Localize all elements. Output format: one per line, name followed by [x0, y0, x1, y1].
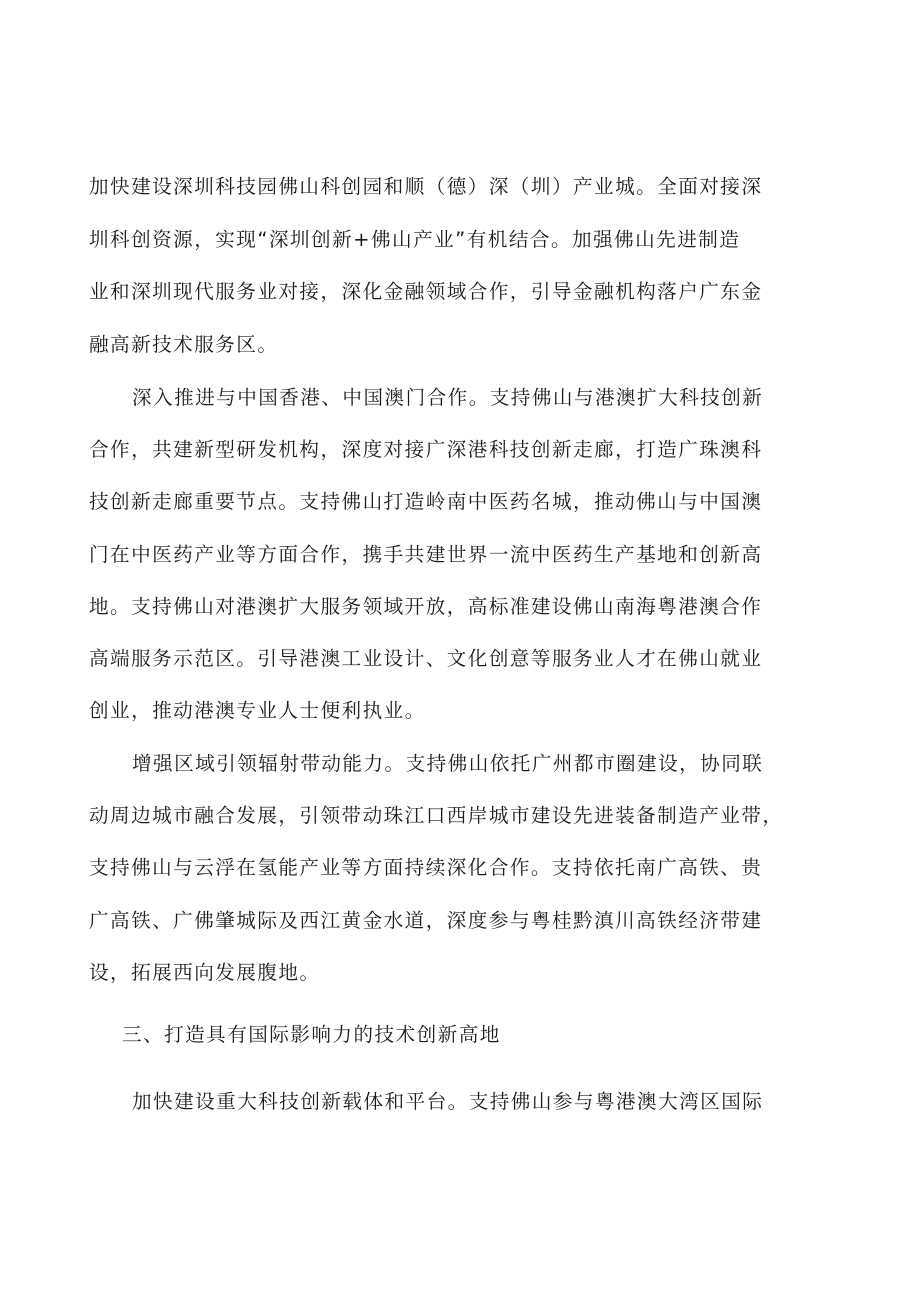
text-line: 广高铁、广佛肇城际及西江黄金水道，深度参与粤桂黔滇川高铁经济带建 — [89, 909, 763, 932]
text-line: 创业，推动港澳专业人士便利执业。 — [89, 699, 426, 722]
text-line: 设，拓展西向发展腹地。 — [89, 961, 321, 984]
text-line: 加快建设重大科技创新载体和平台。支持佛山参与粤港澳大湾区国际 — [132, 1090, 764, 1113]
text-line: 合作，共建新型研发机构，深度对接广深港科技创新走廊，打造广珠澳科 — [89, 438, 763, 461]
text-line: 业和深圳现代服务业对接，深化金融领域合作，引导金融机构落户广东金 — [89, 280, 763, 303]
text-line: 增强区域引领辐射带动能力。支持佛山依托广州都市圈建设，协同联 — [132, 752, 764, 775]
text-line: 门在中医药产业等方面合作，携手共建世界一流中医药生产基地和创新高 — [89, 543, 763, 566]
text-line: 技创新走廊重要节点。支持佛山打造岭南中医药名城，推动佛山与中国澳 — [89, 490, 763, 513]
text-line: 支持佛山与云浮在氢能产业等方面持续深化合作。支持依托南广高铁、贵 — [89, 856, 763, 879]
text-line: 地。支持佛山对港澳扩大服务领域开放，高标准建设佛山南海粤港澳合作 — [89, 595, 763, 618]
section-heading: 三、打造具有国际影响力的技术创新高地 — [122, 1023, 501, 1046]
text-line: 动周边城市融合发展，引领带动珠江口西岸城市建设先进装备制造产业带， — [89, 804, 784, 827]
text-line: 深入推进与中国香港、中国澳门合作。支持佛山与港澳扩大科技创新 — [132, 386, 764, 409]
text-line: 高端服务示范区。引导港澳工业设计、文化创意等服务业人才在佛山就业 — [89, 647, 763, 670]
text-line: 圳科创资源，实现“深圳创新+佛山产业”有机结合。加强佛山先进制造 — [89, 228, 741, 251]
text-line: 融高新技术服务区。 — [89, 333, 279, 356]
text-line: 加快建设深圳科技园佛山科创园和顺（德）深（圳）产业城。全面对接深 — [89, 175, 763, 198]
